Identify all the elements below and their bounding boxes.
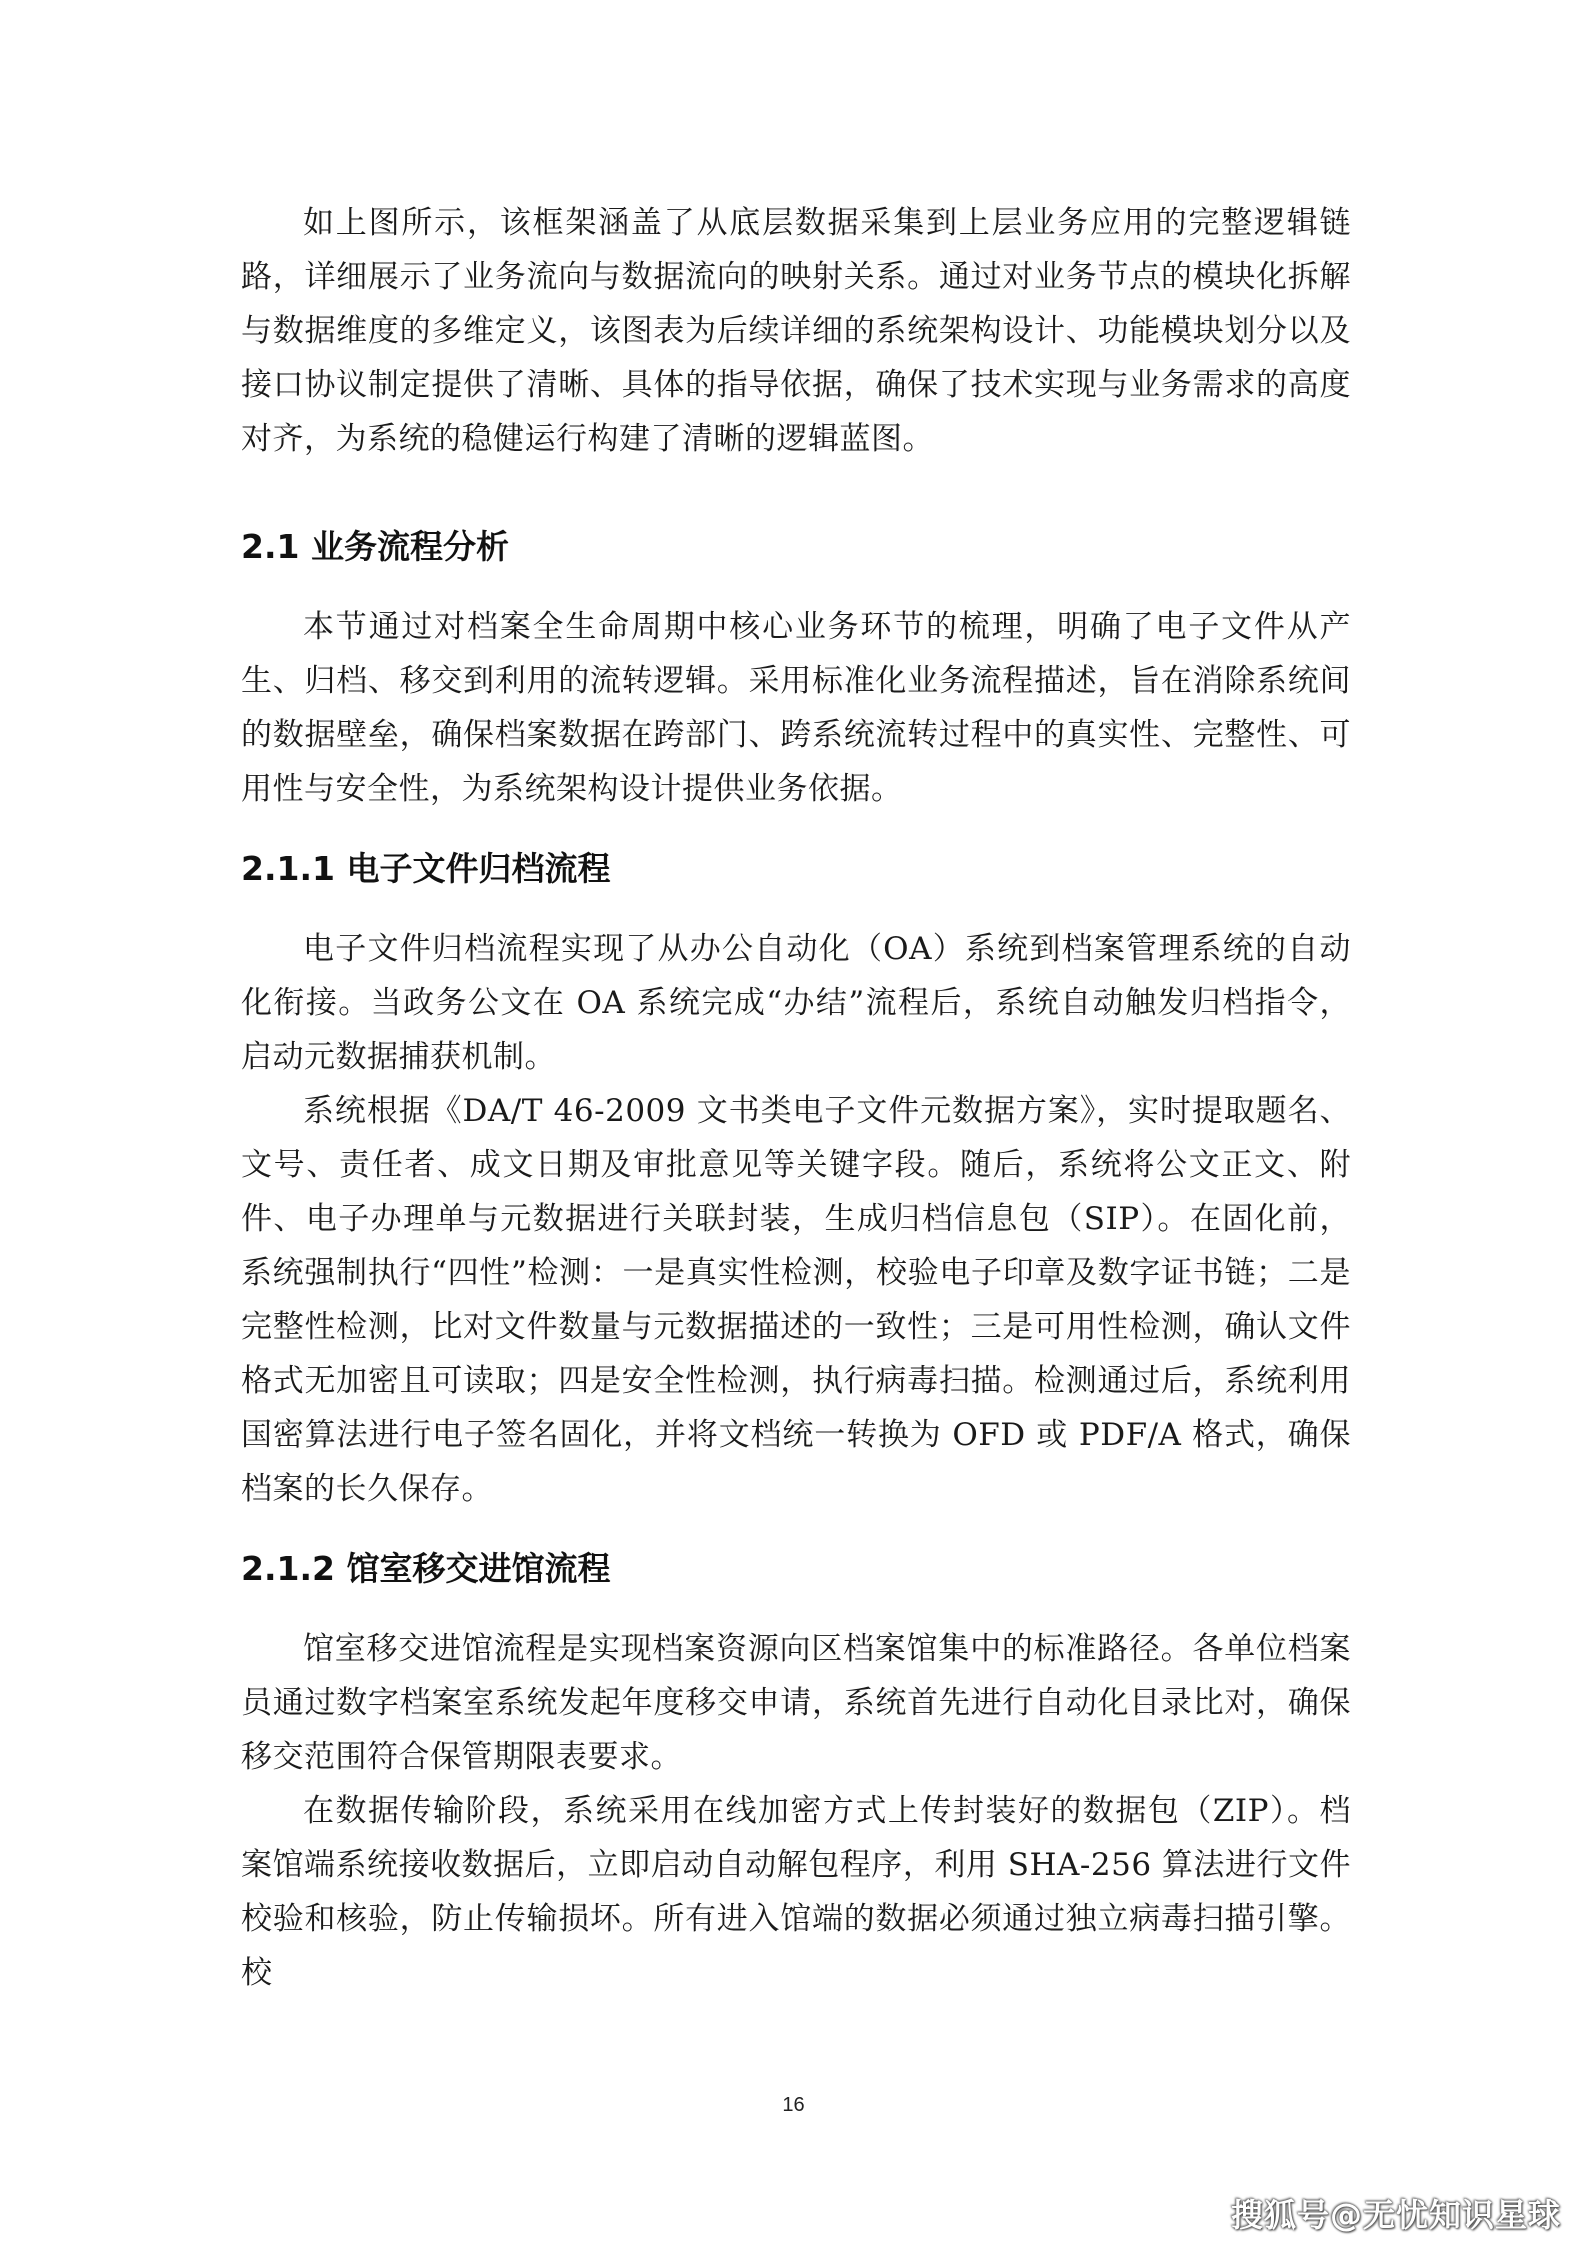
page-number: 16 xyxy=(782,2094,805,2116)
spacer xyxy=(241,1596,1351,1622)
section-2-1-2-paragraph-1: 馆室移交进馆流程是实现档案资源向区档案馆集中的标准路径。各单位档案员通过数字档案室系统发起年度移交申请，系统首先进行自动化目录比对，确保移交范围符合保管期限表要求。 xyxy=(241,1631,1351,1775)
section-2-1-2-paragraph-2: 在数据传输阶段，系统采用在线加密方式上传封装好的数据包（ZIP）。档案馆端系统接收数据后，立即启动自动解包程序，利用 SHA-256 算法进行文件校验和核验，防止传输损坏。所有进入馆端的数据必须通过独立病毒扫描引擎。校 xyxy=(241,1793,1351,1991)
spacer xyxy=(241,1516,1351,1542)
spacer xyxy=(241,816,1351,842)
section-2-1-1-paragraph-2: 系统根据《DA/T 46-2009 文书类电子文件元数据方案》，实时提取题名、文号、责任者、成文日期及审批意见等关键字段。随后，系统将公文正文、附件、电子办理单与元数据进行关联封装，生成归档信息包（SIP）。在固化前，系统强制执行“四性”检测：一是真实性检测，校验电子印章及数字证书链；二是完整性检测，比对文件数量与元数据描述的一致性；三是可用性检测，确认文件格式无加密且可读取；四是安全性检测，执行病毒扫描。检测通过后，系统利用国密算法进行电子签名固化，并将文档统一转换为 OFD 或 PDF/A 格式，确保档案的长久保存。 xyxy=(241,1093,1351,1507)
watermark: 搜狐号@无忧知识星球 xyxy=(1230,2196,1561,2234)
section-2-1-paragraph: 本节通过对档案全生命周期中核心业务环节的梳理，明确了电子文件从产生、归档、移交到利用的流转逻辑。采用标准化业务流程描述，旨在消除系统间的数据壁垒，确保档案数据在跨部门、跨系统流转过程中的真实性、完整性、可用性与安全性，为系统架构设计提供业务依据。 xyxy=(241,609,1351,807)
spacer xyxy=(241,574,1351,600)
section-heading-2-1-2: 2.1.2 馆室移交进馆流程 xyxy=(241,1549,611,1588)
section-heading-2-1: 2.1 业务流程分析 xyxy=(241,527,509,566)
page-content xyxy=(241,196,1351,2000)
spacer xyxy=(241,466,1351,520)
spacer xyxy=(241,896,1351,922)
intro-paragraph: 如上图所示，该框架涵盖了从底层数据采集到上层业务应用的完整逻辑链路，详细展示了业务流向与数据流向的映射关系。通过对业务节点的模块化拆解与数据维度的多维定义，该图表为后续详细的系统架构设计、功能模块划分以及接口协议制定提供了清晰、具体的指导依据，确保了技术实现与业务需求的高度对齐，为系统的稳健运行构建了清晰的逻辑蓝图。 xyxy=(241,205,1351,457)
section-2-1-1-paragraph-1: 电子文件归档流程实现了从办公自动化（OA）系统到档案管理系统的自动化衔接。当政务公文在 OA 系统完成“办结”流程后，系统自动触发归档指令，启动元数据捕获机制。 xyxy=(241,931,1351,1075)
section-heading-2-1-1: 2.1.1 电子文件归档流程 xyxy=(241,849,611,888)
